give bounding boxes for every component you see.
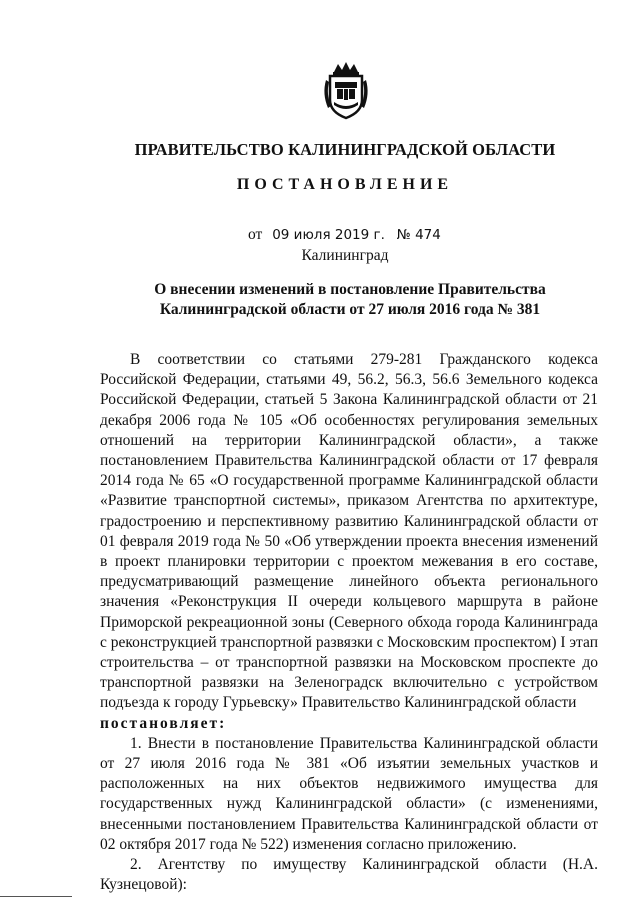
document-body: [100, 350, 598, 895]
item-1-paragraph: 1. Внести в постановление Правительства Калининградской области от 27 июля 2016 года № 381 «Об изъятии земельных участков и расположенных на них объектов недвижимого имущества для государственных нужд Калининградской области» (с изменениями, внесенными постановлением Правительства Калининградской области от 02 октября 2017 года № 522) изменения согласно приложению.: [100, 734, 598, 853]
date-number-line: [248, 226, 441, 244]
subject-line-1: О внесении изменений в постановление Правительства: [154, 281, 546, 298]
document-subject: [120, 280, 580, 320]
footer-divider: [0, 896, 72, 897]
item-2-paragraph: 2. Агентству по имуществу Калининградской области (Н.А. Кузнецовой):: [100, 856, 598, 894]
subject-line-2: Калининградской области от 27 июля 2016 года № 381: [159, 301, 541, 318]
document-city: Калининград: [301, 247, 389, 264]
decree-word: постановляет:: [100, 714, 227, 732]
document-date: 09 июля 2019 г.: [272, 227, 385, 243]
preamble-paragraph: В соответствии со статьями 279-281 Гражданского кодекса Российской Федерации, статьями 49, 56.2, 56.3, 56.6 Земельного кодекса Российской Федерации, статьей 5 Закона Калининградской области от 21 декабря 2006 года № 105 «Об особенностях регулирования земельных отношений на территории Калининградской области», а также постановлением Правительства Калининградской области от 17 февраля 2014 года № 65 «О государственной программе Калининградской области «Развитие транспортной системы», приказом Агентства по архитектуре, градостроению и перспективному развитию Калининградской области от 01 февраля 2019 года № 50 «Об утверждении проекта внесения изменений в проект планировки территории с проектом межевания в его составе, предусматривающий размещение линейного объекта регионального значения «Реконструкция II очереди кольцевого маршрута в районе Приморской рекреационной зоны (Северного обхода города Калининграда с реконструкцией транспортной развязки с Московским проспектом) I этап строительства – от транспортной развязки на Московском проспекте до транспортной развязки на Зеленоградск включительно с устройством подъезда к городу Гурьевску» Правительство Калининградской области: [100, 351, 598, 712]
government-title: ПРАВИТЕЛЬСТВО КАЛИНИНГРАДСКОЙ ОБЛАСТИ: [134, 140, 556, 159]
document-number: № 474: [396, 227, 441, 243]
coat-of-arms-emblem: [320, 60, 372, 120]
date-prefix: от: [248, 226, 263, 243]
document-type-title: ПОСТАНОВЛЕНИЕ: [236, 176, 454, 193]
